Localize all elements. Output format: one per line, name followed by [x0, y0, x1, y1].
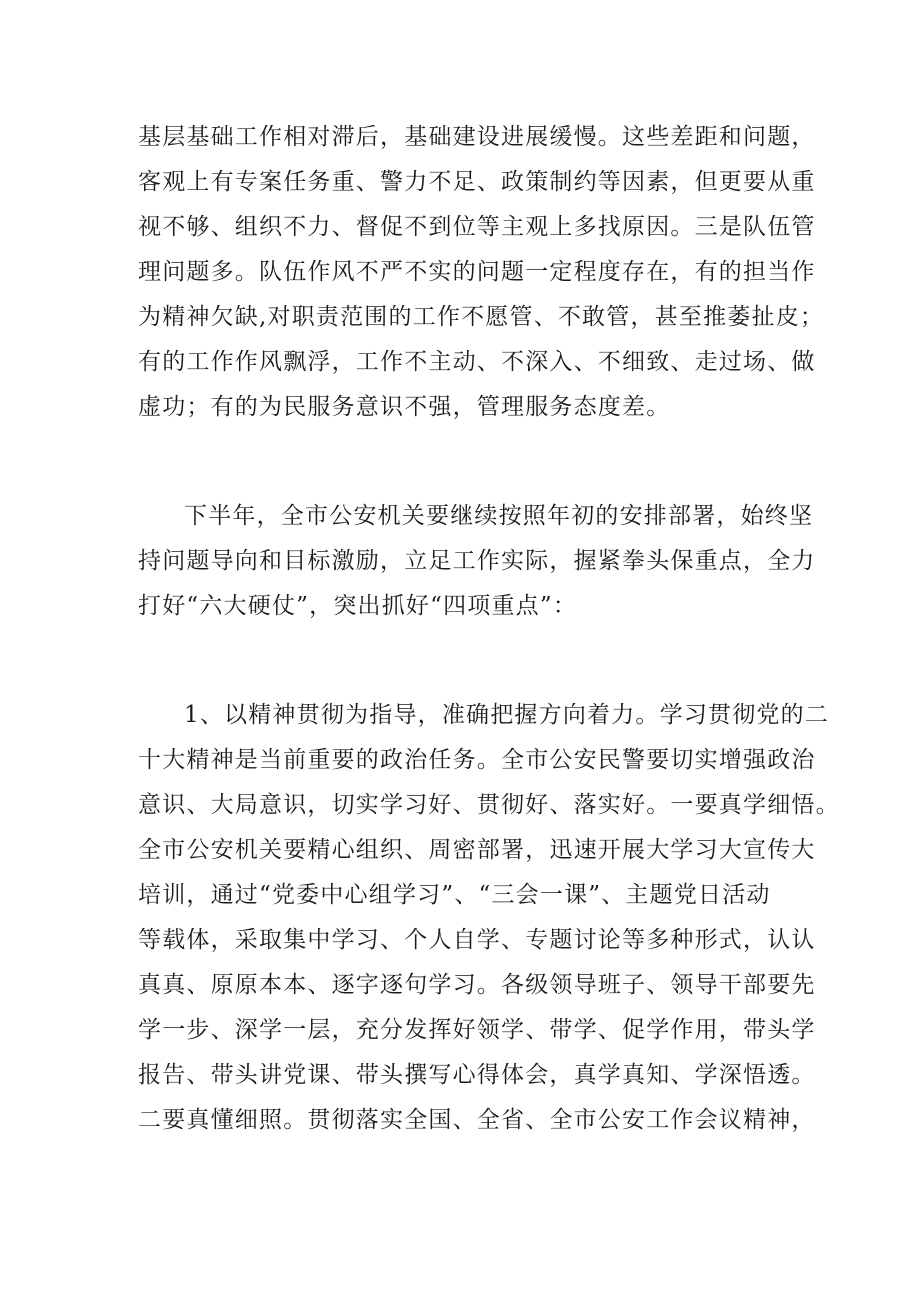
paragraph-3-line-5: 培训，通过“党委中心组学习”、“三会一课”、主题党日活动	[138, 882, 771, 908]
paragraph-1-line-2: 客观上有专案任务重、警力不足、政策制约等因素，但更要从重	[138, 169, 816, 195]
paragraph-2-line-2: 持问题导向和目标激励，立足工作实际，握紧拳头保重点，全力	[138, 548, 816, 574]
paragraph-1-line-6: 有的工作作风飘浮，工作不主动、不深入、不细致、走过场、做	[138, 349, 816, 375]
paragraph-2-line-1: 下半年，全市公安机关要继续按照年初的安排部署，始终坚	[184, 503, 814, 529]
paragraph-3-line-3: 意识、大局意识，切实学习好、贯彻好、落实好。一要真学细悟。	[138, 792, 840, 818]
paragraph-3-line-8: 学一步、深学一层，充分发挥好领学、带学、促学作用，带头学	[138, 1017, 816, 1043]
paragraph-3-line-2: 十大精神是当前重要的政治任务。全市公安民警要切实增强政治	[138, 747, 816, 773]
paragraph-3-line-4: 全市公安机关要精心组织、周密部署，迅速开展大学习大宣传大	[138, 837, 816, 863]
paragraph-3-line-6: 等载体，采取集中学习、个人自学、专题讨论等多种形式，认认	[138, 927, 816, 953]
paragraph-3-line-7: 真真、原原本本、逐字逐句学习。各级领导班子、领导干部要先	[138, 972, 816, 998]
paragraph-3-line-1: 1、以精神贯彻为指导，准确把握方向着力。学习贯彻党的二	[184, 702, 830, 728]
paragraph-1-line-1: 基层基础工作相对滞后，基础建设进展缓慢。这些差距和问题，	[138, 124, 816, 150]
paragraph-3-line-10: 二要真懂细照。贯彻落实全国、全省、全市公安工作会议精神，	[138, 1107, 816, 1133]
paragraph-2-line-3: 打好“六大硬仗”，突出抓好“四项重点”：	[138, 593, 578, 619]
paragraph-1-line-5: 为精神欠缺,对职责范围的工作不愿管、不敢管，甚至推萎扯皮；	[138, 304, 825, 330]
paragraph-1-line-4: 理问题多。队伍作风不严不实的问题一定程度存在，有的担当作	[138, 259, 816, 285]
paragraph-1-line-3: 视不够、组织不力、督促不到位等主观上多找原因。三是队伍管	[138, 214, 816, 240]
paragraph-3-line-9: 报告、带头讲党课、带头撰写心得体会，真学真知、学深悟透。	[138, 1062, 816, 1088]
paragraph-1-line-7: 虚功；有的为民服务意识不强，管理服务态度差。	[138, 394, 671, 420]
